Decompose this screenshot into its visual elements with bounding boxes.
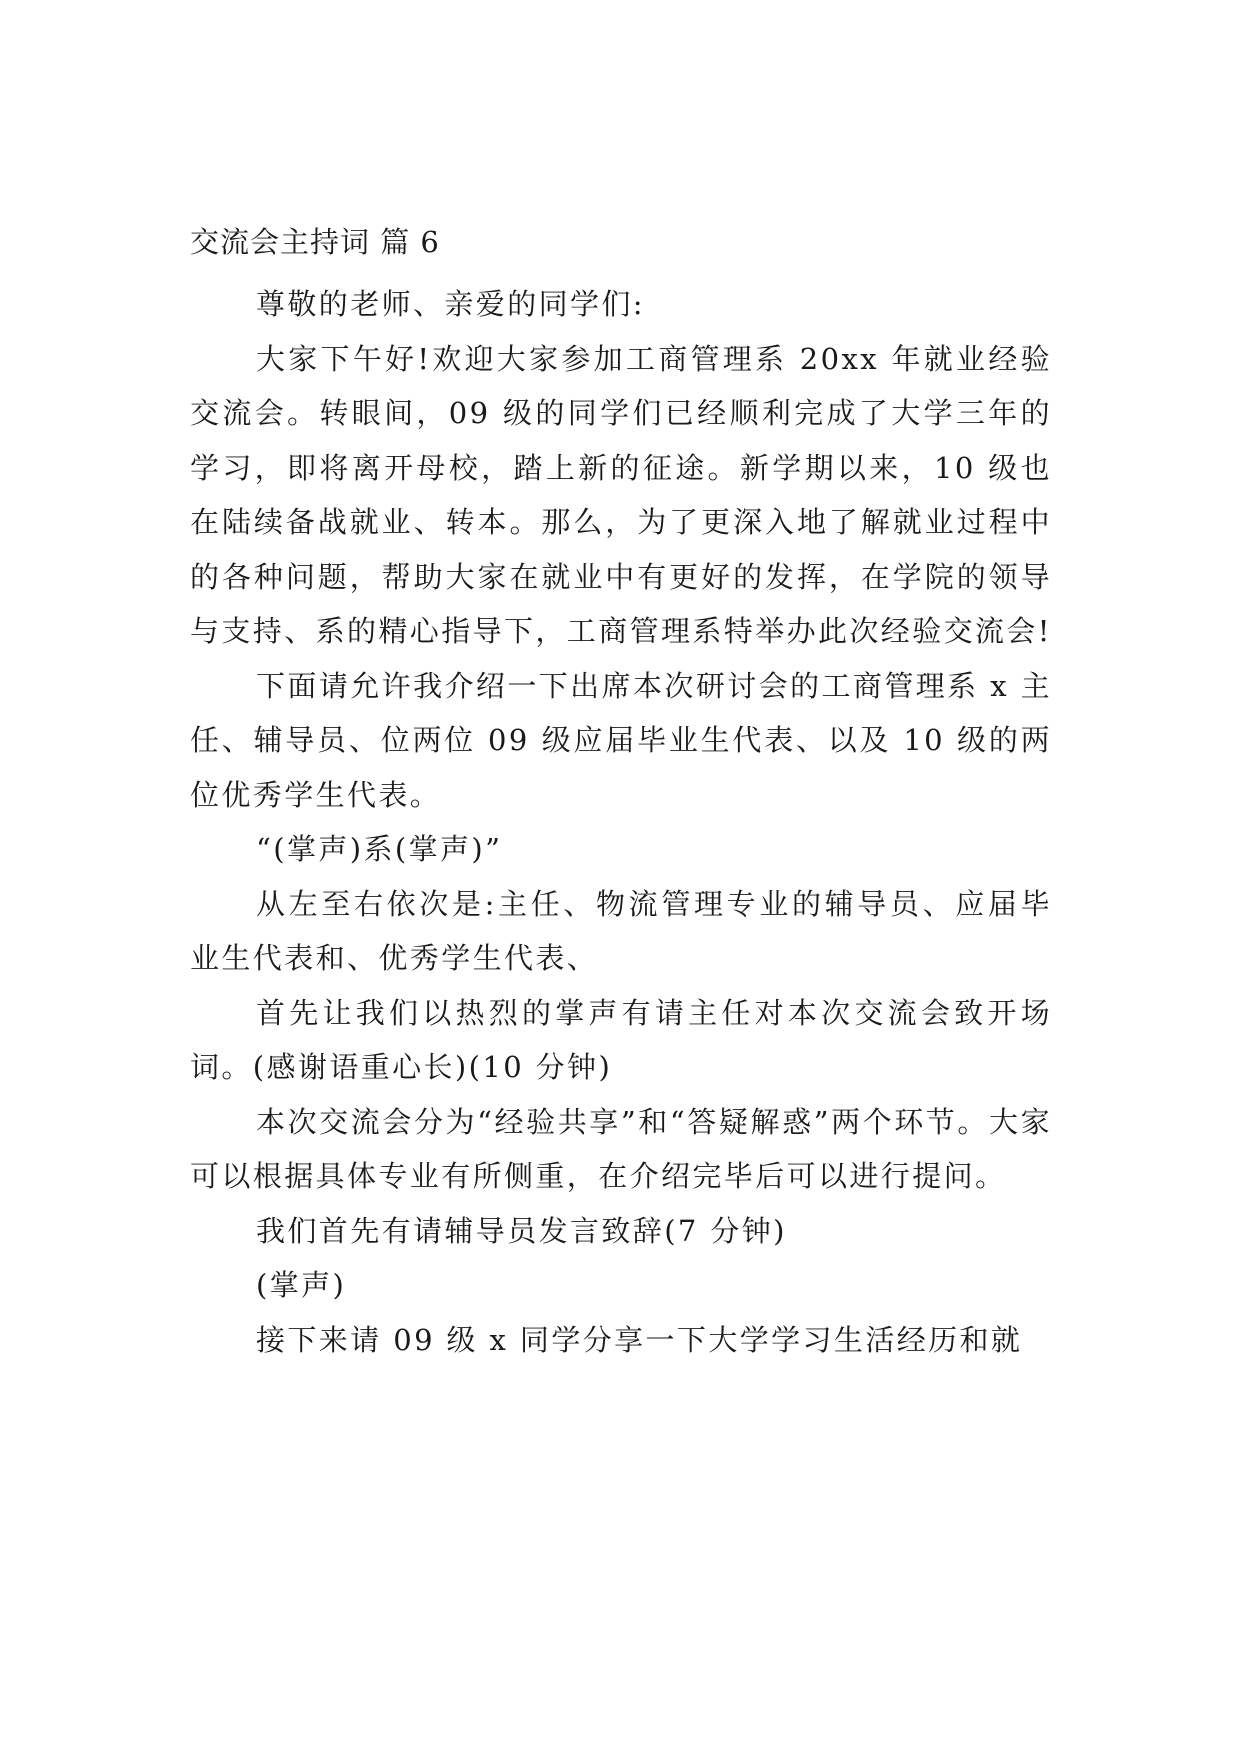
paragraph-applause-2: (掌声) bbox=[256, 1268, 347, 1302]
paragraph-welcome: 大家下午好!欢迎大家参加工商管理系 20xx 年就业经验交流会。转眼间，09 级的同学们已经顺利完成了大学三年的学习，即将离开母校，踏上新的征途。新学期以来，10 级也在陆续备战就业、转本。那么，为了更深入地了解就业过程中的各种问题，帮助大家在就业中有更好的发挥，在学院的领导与支持、系的精心指导下，工商管理系特举办此次经验交流会! bbox=[190, 341, 1052, 648]
paragraph-student-share: 接下来请 09 级 x 同学分享一下大学学习生活经历和就 bbox=[256, 1322, 1023, 1357]
paragraph-introduction: 下面请允许我介绍一下出席本次研讨会的工商管理系 x 主任、辅导员、位两位 09 级应届毕业生代表、以及 10 级的两位优秀学生代表。 bbox=[190, 668, 1052, 812]
document-title: 交流会主持词 篇 6 bbox=[190, 225, 440, 259]
paragraph-applause: “(掌声)系(掌声)” bbox=[256, 832, 503, 866]
paragraph-sessions: 本次交流会分为“经验共享”和“答疑解惑”两个环节。大家可以根据具体专业有所侧重，在介绍完毕后可以进行提问。 bbox=[190, 1104, 1052, 1193]
paragraph-seating: 从左至右依次是:主任、物流管理专业的辅导员、应届毕业生代表和、优秀学生代表、 bbox=[190, 886, 1052, 975]
document-body bbox=[190, 222, 1052, 1367]
paragraph-counselor-speech: 我们首先有请辅导员发言致辞(7 分钟) bbox=[256, 1213, 787, 1248]
paragraph-greeting: 尊敬的老师、亲爱的同学们: bbox=[256, 287, 645, 321]
paragraph-opening-speech: 首先让我们以热烈的掌声有请主任对本次交流会致开场词。(感谢语重心长)(10 分钟) bbox=[190, 995, 1052, 1084]
